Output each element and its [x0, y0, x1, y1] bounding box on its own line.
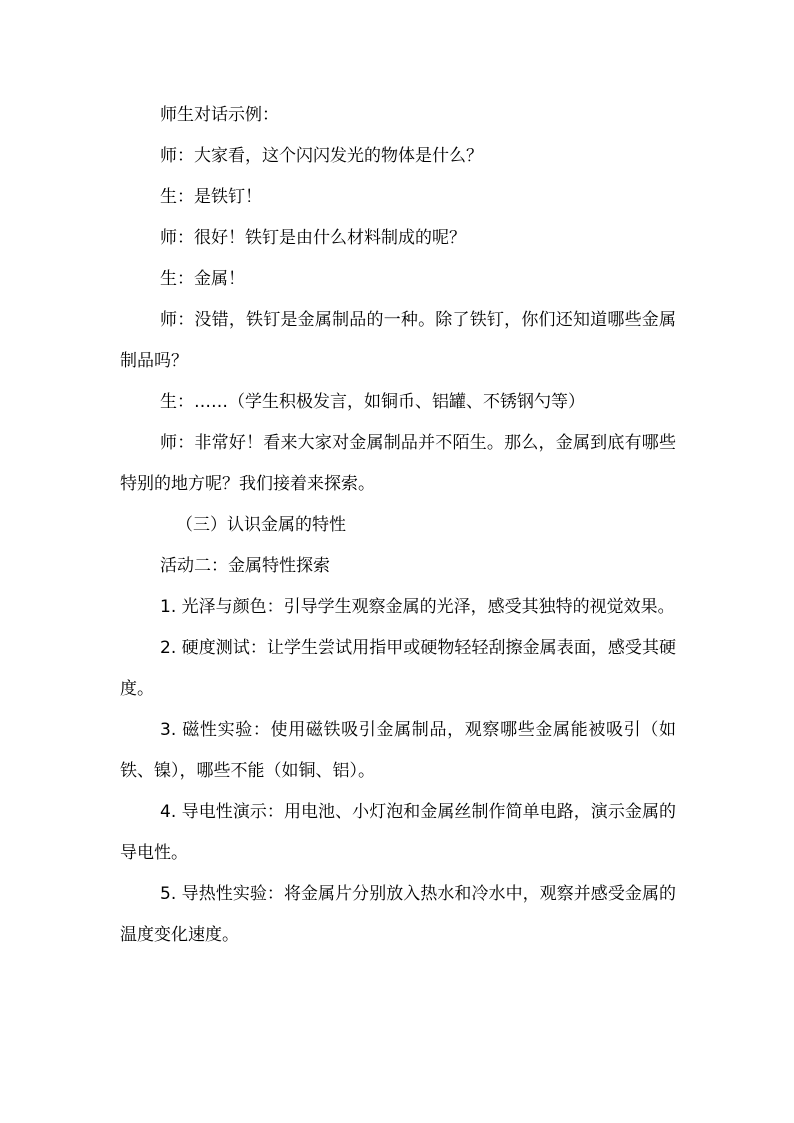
- list-item: 5. 导热性实验：将金属片分别放入热水和冷水中，观察并感受金属的温度变化速度。: [120, 884, 676, 945]
- dialogue-line: 师：非常好！看来大家对金属制品并不陌生。那么，金属到底有哪些特别的地方呢？我们接着来探索。: [120, 433, 676, 494]
- section-heading: （三）认识金属的特性: [176, 515, 346, 535]
- list-item: 4. 导电性演示：用电池、小灯泡和金属丝制作简单电路，演示金属的导电性。: [120, 802, 676, 863]
- dialogue-line: 生：是铁钉！: [160, 187, 262, 207]
- dialogue-intro: 师生对话示例：: [160, 105, 279, 125]
- document-page: [120, 95, 676, 956]
- dialogue-line: 生：金属！: [160, 269, 245, 289]
- dialogue-line: 师：很好！铁钉是由什么材料制成的呢？: [160, 228, 466, 248]
- dialogue-line: 师：大家看，这个闪闪发光的物体是什么？: [160, 146, 483, 166]
- activity-title: 活动二：金属特性探索: [160, 556, 330, 576]
- list-item: 3. 磁性实验：使用磁铁吸引金属制品，观察哪些金属能被吸引（如铁、镍），哪些不能（如铜、铝）。: [120, 720, 676, 781]
- list-item: 2. 硬度测试：让学生尝试用指甲或硬物轻轻刮擦金属表面，感受其硬度。: [120, 638, 676, 699]
- list-item: 1. 光泽与颜色：引导学生观察金属的光泽，感受其独特的视觉效果。: [160, 597, 675, 617]
- dialogue-line: 生：……（学生积极发言，如铜币、铝罐、不锈钢勺等）: [160, 392, 585, 412]
- dialogue-line: 师：没错，铁钉是金属制品的一种。除了铁钉，你们还知道哪些金属制品吗？: [120, 310, 676, 371]
